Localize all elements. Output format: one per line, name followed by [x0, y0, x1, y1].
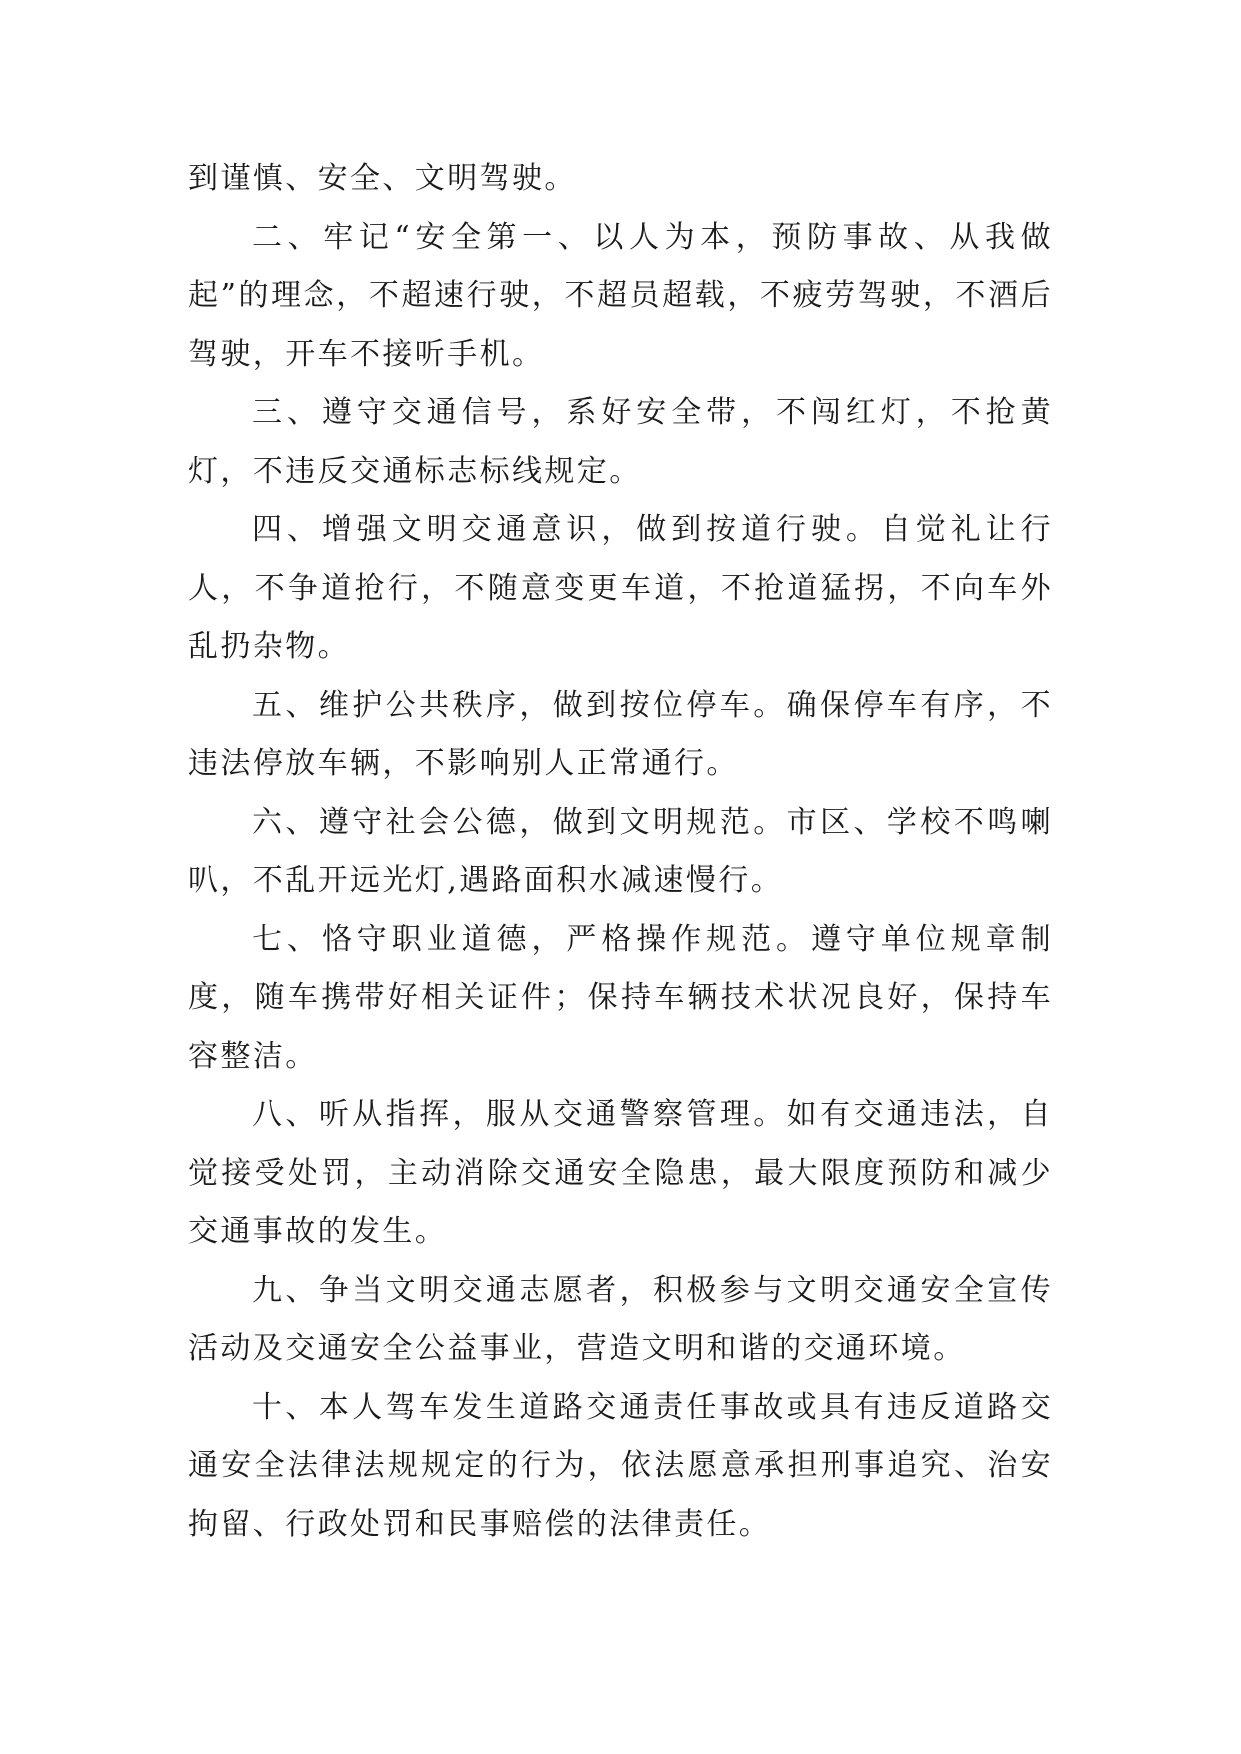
paragraph-item-5: 五、维护公共秩序，做到按位停车。确保停车有序，不违法停放车辆，不影响别人正常通行。: [188, 687, 1053, 781]
paragraph-item-4: 四、增强文明交通意识，做到按道行驶。自觉礼让行人，不争道抢行，不随意变更车道，不抢道猛拐，不向车外乱扔杂物。: [188, 512, 1053, 664]
paragraph-item-10: 十、本人驾车发生道路交通责任事故或具有违反道路交通安全法律法规规定的行为，依法愿意承担刑事追究、治安拘留、行政处罚和民事赔偿的法律责任。: [188, 1389, 1053, 1542]
paragraph-item-2: 二、牢记“安全第一、以人为本，预防事故、从我做起”的理念，不超速行驶，不超员超载，不疲劳驾驶，不酒后驾驶，开车不接听手机。: [188, 219, 1053, 372]
document-body: [188, 150, 1053, 1554]
paragraph-item-6: 六、遵守社会公德，做到文明规范。市区、学校不鸣喇叭，不乱开远光灯,遇路面积水减速慢行。: [188, 804, 1053, 898]
paragraph-continued: 到谨慎、安全、文明驾驶。: [188, 161, 577, 196]
paragraph-item-7: 七、恪守职业道德，严格操作规范。遵守单位规章制度，随车携带好相关证件；保持车辆技术状况良好，保持车容整洁。: [188, 921, 1053, 1074]
paragraph-item-9: 九、争当文明交通志愿者，积极参与文明交通安全宣传活动及交通安全公益事业，营造文明和谐的交通环境。: [188, 1272, 1053, 1366]
paragraph-item-8: 八、听从指挥，服从交通警察管理。如有交通违法，自觉接受处罚，主动消除交通安全隐患，最大限度预防和减少交通事故的发生。: [188, 1097, 1053, 1249]
paragraph-item-3: 三、遵守交通信号，系好安全带，不闯红灯，不抢黄灯，不违反交通标志标线规定。: [188, 395, 1053, 489]
